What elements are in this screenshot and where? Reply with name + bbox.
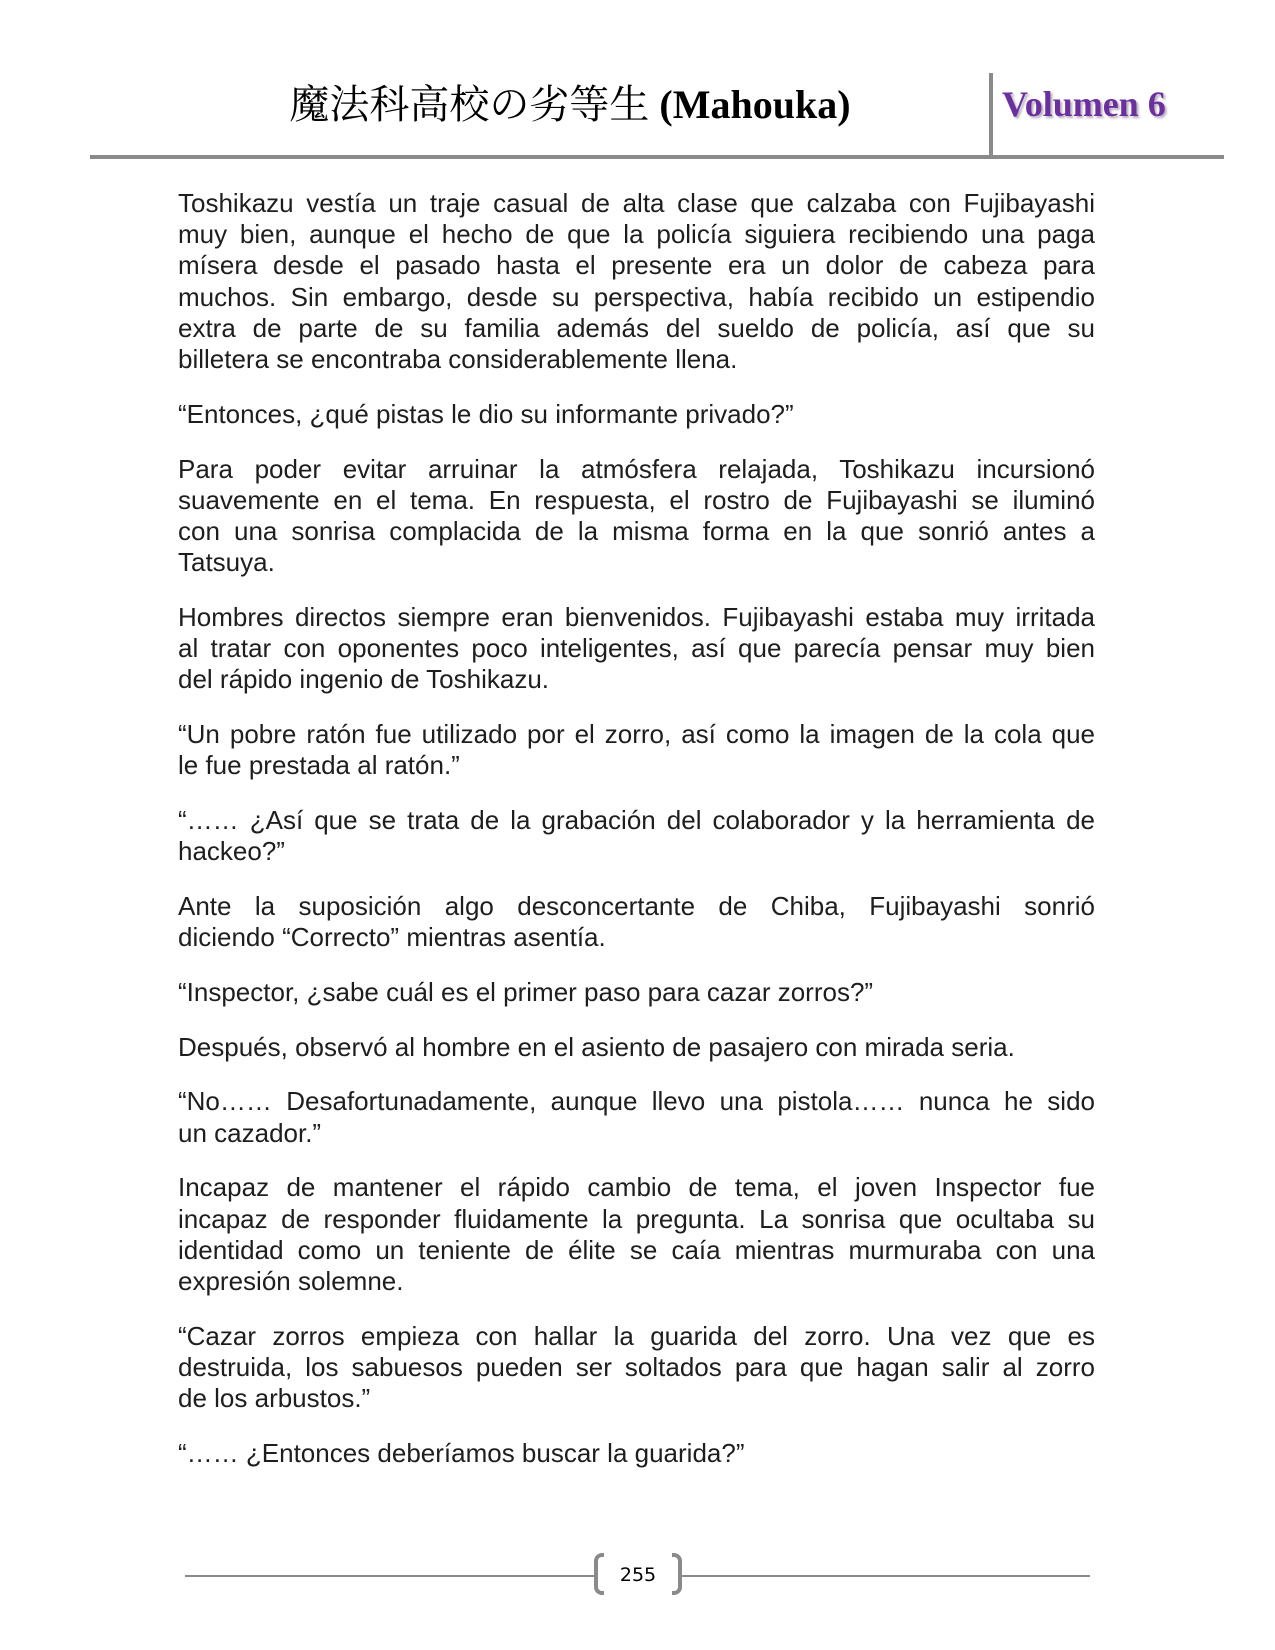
paragraph xyxy=(178,977,1095,1008)
text-line: “…… ¿Así que se trata de la grabación del colaborador y la herramienta de xyxy=(178,804,1095,835)
paragraph xyxy=(178,188,1095,375)
text-line: extra de parte de su familia además del sueldo de policía, así que su xyxy=(178,312,1095,343)
text-line: billetera se encontraba considerablemente llena. xyxy=(178,343,738,374)
text-line: “…… ¿Entonces deberíamos buscar la guarida?” xyxy=(178,1437,745,1468)
text-line: Toshikazu vestía un traje casual de alta clase que calzaba con Fujibayashi xyxy=(178,188,1095,218)
text-line: muchos. Sin embargo, desde su perspectiva, había recibido un estipendio xyxy=(178,281,1095,312)
paragraph xyxy=(178,1172,1095,1297)
text-line: Incapaz de mantener el rápido cambio de tema, el joven Inspector fue xyxy=(178,1172,1095,1203)
page-number: 255 xyxy=(619,1564,657,1586)
paragraph xyxy=(178,891,1095,953)
paragraph xyxy=(178,1438,1095,1469)
text-line: un cazador.” xyxy=(178,1117,322,1148)
text-line: destruida, los sabuesos pueden ser soltados para que hagan salir al zorro xyxy=(178,1351,1095,1382)
text-line: “Inspector, ¿sabe cuál es el primer paso para cazar zorros?” xyxy=(178,976,874,1007)
paragraph xyxy=(178,805,1095,867)
text-line: “Un pobre ratón fue utilizado por el zorro, así como la imagen de la cola que xyxy=(178,719,1095,749)
paragraph xyxy=(178,454,1095,579)
footer-rule-right xyxy=(680,1575,1090,1577)
text-line: Ante la suposición algo desconcertante de Chiba, Fujibayashi sonrió xyxy=(178,890,1095,921)
text-line: mísera desde el pasado hasta el presente era un dolor de cabeza para xyxy=(178,250,1095,281)
text-line: diciendo “Correcto” mientras asentía. xyxy=(178,922,606,953)
page-title xyxy=(200,80,940,130)
paragraph xyxy=(178,1321,1095,1415)
text-line: Tatsuya. xyxy=(178,547,275,578)
paragraph xyxy=(178,1032,1095,1063)
footer-rule-left xyxy=(185,1575,597,1577)
text-line: Hombres directos siempre eran bienvenidos. Fujibayashi estaba muy irritada xyxy=(178,601,1095,632)
text-line: “Cazar zorros empieza con hallar la guarida del zorro. Una vez que es xyxy=(178,1320,1095,1351)
text-line: “Entonces, ¿qué pistas le dio su informante privado?” xyxy=(178,398,794,429)
text-line: identidad como un teniente de élite se caía mientras murmuraba con una xyxy=(178,1234,1095,1265)
text-line: incapaz de responder fluidamente la pregunta. La sonrisa que ocultaba su xyxy=(178,1203,1095,1234)
paragraph xyxy=(178,602,1095,696)
body-text xyxy=(178,188,1095,1493)
text-line: expresión solemne. xyxy=(178,1266,404,1296)
title-latin: (Mahouka) xyxy=(659,82,851,127)
paragraph xyxy=(178,399,1095,430)
text-line: muy bien, aunque el hecho de que la policía siguiera recibiendo una paga xyxy=(178,219,1095,250)
header-vertical-divider xyxy=(989,73,993,159)
right-bracket-icon xyxy=(672,1553,682,1595)
text-line: del rápido ingenio de Toshikazu. xyxy=(178,664,550,695)
paragraph xyxy=(178,719,1095,781)
text-line: “No…… Desafortunadamente, aunque llevo una pistola…… nunca he sido xyxy=(178,1086,1095,1117)
left-bracket-icon xyxy=(594,1553,604,1595)
text-line: de los arbustos.” xyxy=(178,1383,371,1414)
paragraph xyxy=(178,1086,1095,1148)
text-line: suavemente en el tema. En respuesta, el rostro de Fujibayashi se iluminó xyxy=(178,484,1095,515)
title-japanese: 魔法科高校の劣等生 xyxy=(289,82,650,127)
text-line: con una sonrisa complacida de la misma forma en la que sonrió antes a xyxy=(178,515,1095,546)
text-line: Después, observó al hombre en el asiento de pasajero con mirada seria. xyxy=(178,1031,1015,1062)
text-line: hackeo?” xyxy=(178,836,285,867)
text-line: al tratar con oponentes poco inteligentes, así que parecía pensar muy bien xyxy=(178,633,1095,664)
text-line: le fue prestada al ratón.” xyxy=(178,750,460,781)
text-line: Para poder evitar arruinar la atmósfera relajada, Toshikazu incursionó xyxy=(178,453,1095,484)
header-rule xyxy=(90,155,1224,159)
volume-label: Volumen 6 xyxy=(1002,84,1166,124)
